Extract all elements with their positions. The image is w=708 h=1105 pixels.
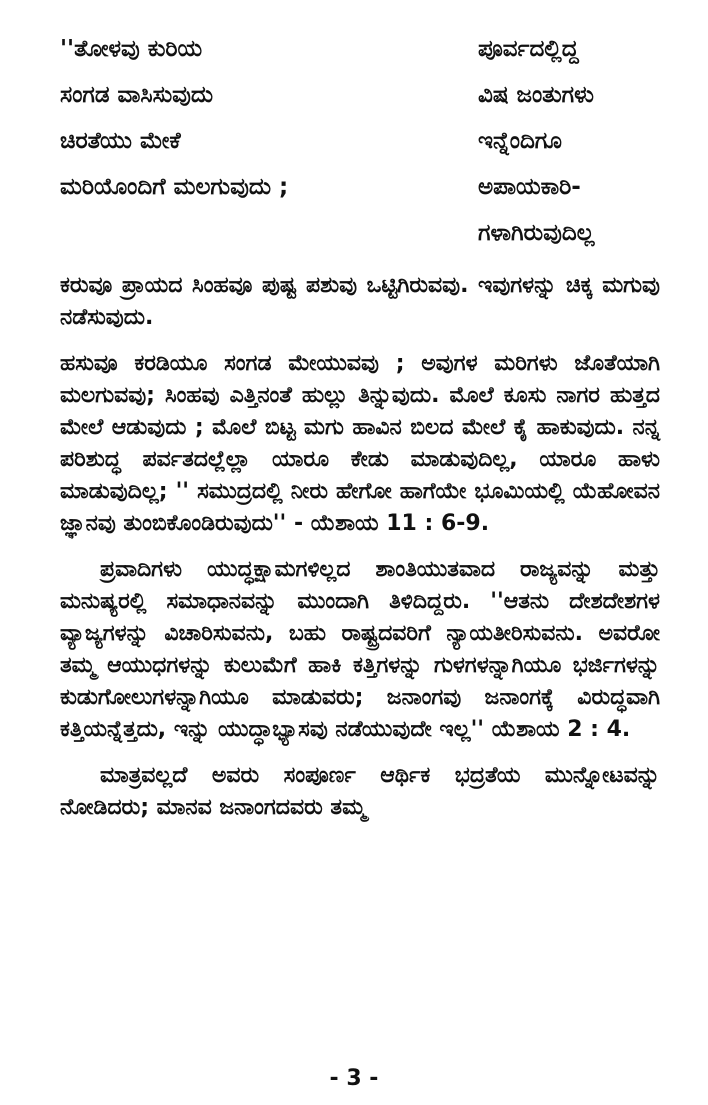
poem-right-line-1: ಪೂರ್ವದಲ್ಲಿದ್ದ [478,36,579,62]
page-number: - 3 - [329,1066,379,1091]
poem-right-line-3: ಇನ್ನೆಂದಿಗೂ [478,128,562,154]
paragraph-3: ಪ್ರವಾದಿಗಳು ಯುದ್ಧಕ್ಷಾಮಗಳಿಲ್ಲದ ಶಾಂತಿಯುತವಾದ ರಾಜ್ಯವನ್ನು ಮತ್ತು ಮನುಷ್ಯರಲ್ಲಿ ಸಮಾಧಾನವನ್ನು ಮುಂದಾಗಿ ತಿಳಿದಿದ್ದರು. ''ಆತನು ದೇಶದೇಶಗಳ ವ್ಯಾಜ್ಯಗಳನ್ನು ವಿಚಾರಿಸುವನು, ಬಹು ರಾಷ್ಟ್ರದವರಿಗೆ ನ್ಯಾಯತೀರಿಸುವನು. ಅವರೋ ತಮ್ಮ ಆಯುಧಗಳನ್ನು ಕುಲುಮೆಗೆ ಹಾಕಿ ಕತ್ತಿಗಳನ್ನು ಗುಳಗಳನ್ನಾಗಿಯೂ ಭರ್ಜಿಗಳನ್ನು ಕುಡುಗೋಲುಗಳನ್ನಾಗಿಯೂ ಮಾಡುವರು; ಜನಾಂಗವು ಜನಾಂಗಕ್ಕೆ ವಿರುದ್ಧವಾಗಿ ಕತ್ತಿಯನ್ನೆತ್ತದು, ಇನ್ನು ಯುದ್ಧಾಭ್ಯಾಸವು ನಡೆಯುವುದೇ ಇಲ್ಲ'' ಯೆಶಾಯ 2 : 4. [60,557,660,742]
poem-right-line-5: ಗಳಾಗಿರುವುದಿಲ್ಲ [478,220,595,246]
paragraph-4: ಮಾತ್ರವಲ್ಲದೆ ಅವರು ಸಂಪೂರ್ಣ ಆರ್ಥಿಕ ಭದ್ರತೆಯ ಮುನ್ನೋಟವನ್ನು ನೋಡಿದರು; ಮಾನವ ಜನಾಂಗದವರು ತಮ್ಮ [60,763,660,820]
poem-left-line-3: ಚಿರತೆಯು ಮೇಕೆ [60,128,181,154]
poem-left-line-2: ಸಂಗಡ ವಾಸಿಸುವುದು [60,82,214,108]
poem-left-line-4: ಮರಿಯೊಂದಿಗೆ ಮಲಗುವುದು ; [60,174,289,200]
poem-left-line-1: ''ತೋಳವು ಕುರಿಯ [60,36,203,62]
poem-block [60,26,660,256]
poem-right-line-2: ವಿಷ ಜಂತುಗಳು [478,82,594,108]
poem-right-line-4: ಅಪಾಯಕಾರಿ- [478,174,581,200]
paragraph-1: ಕರುವೂ ಪ್ರಾಯದ ಸಿಂಹವೂ ಪುಷ್ಟ ಪಶುವು ಒಟ್ಟಿಗಿರುವವು. ಇವುಗಳನ್ನು ಚಿಕ್ಕ ಮಗುವು ನಡೆಸುವುದು. [60,273,660,330]
poem-left-line-5 [60,210,478,256]
paragraph-2: ಹಸುವೂ ಕರಡಿಯೂ ಸಂಗಡ ಮೇಯುವವು ; ಅವುಗಳ ಮರಿಗಳು ಜೊತೆಯಾಗಿ ಮಲಗುವವು; ಸಿಂಹವು ಎತ್ತಿನಂತೆ ಹುಲ್ಲು ತಿನ್ನುವುದು. ಮೊಲೆ ಕೂಸು ನಾಗರ ಹುತ್ತದ ಮೇಲೆ ಆಡುವುದು ; ಮೊಲೆ ಬಿಟ್ಟ ಮಗು ಹಾವಿನ ಬಿಲದ ಮೇಲೆ ಕೈ ಹಾಕುವುದು. ನನ್ನ ಪರಿಶುದ್ಧ ಪರ್ವತದಲ್ಲೆಲ್ಲಾ ಯಾರೂ ಕೇಡು ಮಾಡುವುದಿಲ್ಲ, ಯಾರೂ ಹಾಳು ಮಾಡುವುದಿಲ್ಲ; '' ಸಮುದ್ರದಲ್ಲಿ ನೀರು ಹೇಗೋ ಹಾಗೆಯೇ ಭೂಮಿಯಲ್ಲಿ ಯೆಹೋವನ ಜ್ಞಾನವು ತುಂಬಿಕೊಂಡಿರುವುದು'' - ಯೆಶಾಯ 11 : 6-9. [60,351,660,536]
